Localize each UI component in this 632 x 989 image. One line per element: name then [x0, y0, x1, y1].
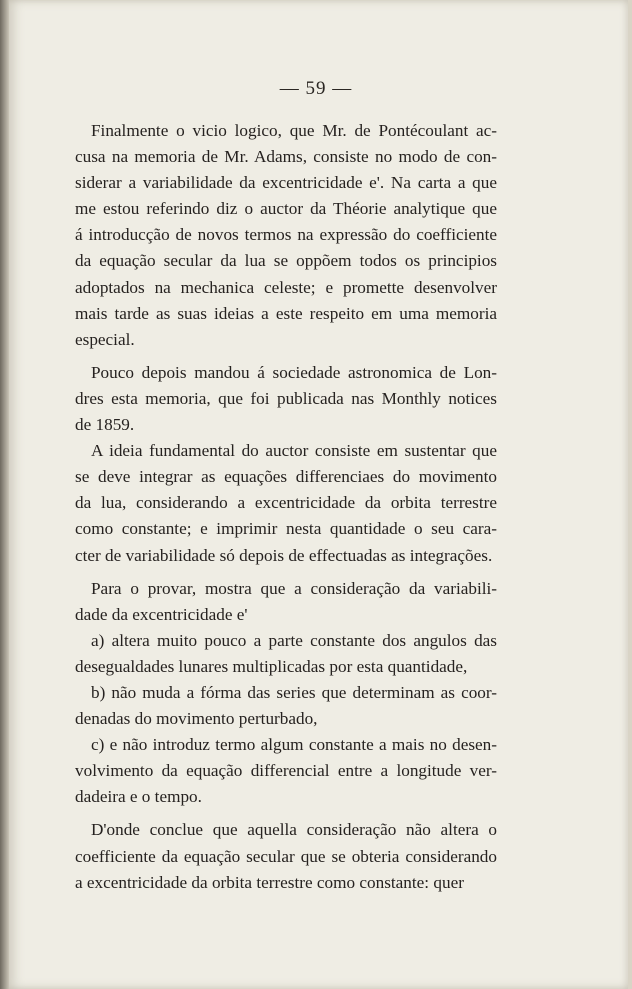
text-line: especial. — [75, 329, 135, 349]
text-line: me estou referindo diz o auctor da Théorie analytique que — [75, 199, 497, 219]
text-line: cusa na memoria de Mr. Adams, consiste no modo de con- — [75, 147, 497, 167]
text-line: se deve integrar as equações differenciaes do movimento — [75, 467, 497, 487]
paragraph-gap — [75, 810, 497, 817]
paragraph-gap — [75, 353, 497, 360]
text-line: dres esta memoria, que foi publicada nas Monthly notices — [75, 388, 497, 408]
text-line: dadeira e o tempo. — [75, 787, 202, 807]
text-line: volvimento da equação differencial entre a longitude ver- — [75, 761, 497, 781]
text-line: siderar a variabilidade da excentricidade e'. Na carta a que — [75, 173, 497, 193]
text-line: á introducção de novos termos na expressão do coefficiente — [75, 225, 497, 245]
text-line: mais tarde as suas ideias a este respeito em uma memoria — [75, 303, 497, 323]
text-line: b) não muda a fórma das series que determinam as coor- — [91, 682, 497, 702]
paragraph — [75, 732, 497, 810]
text-line: Finalmente o vicio logico, que Mr. de Pontécoulant ac- — [91, 121, 497, 140]
paragraph — [75, 817, 497, 895]
text-line: a excentricidade da orbita terrestre como constante: quer — [75, 872, 464, 892]
text-line: A ideia fundamental do auctor consiste em sustentar que — [91, 441, 497, 461]
paragraph — [75, 360, 497, 438]
paragraph-gap — [75, 569, 497, 576]
paragraph — [75, 118, 497, 353]
text-line: adoptados na mechanica celeste; e promette desenvolver — [75, 277, 497, 297]
text-line: denadas do movimento perturbado, — [75, 709, 318, 729]
paragraph — [75, 438, 497, 568]
paragraph — [75, 576, 497, 628]
page-gutter-shadow — [0, 0, 9, 989]
text-line: Para o provar, mostra que a consideração da variabili- — [91, 578, 497, 598]
page-number: — 59 — — [279, 78, 353, 99]
text-line: c) e não introduz termo algum constante a mais no desen- — [91, 735, 497, 755]
text-line: a) altera muito pouco a parte constante dos angulos das — [91, 630, 497, 650]
text-line: dade da excentricidade e' — [75, 604, 248, 624]
text-line: da lua, considerando a excentricidade da orbita terrestre — [75, 493, 497, 513]
paragraph — [75, 680, 497, 732]
text-line: cter de variabilidade só depois de effectuadas as integrações. — [75, 545, 493, 565]
text-line: desegualdades lunares multiplicadas por esta quantidade, — [75, 656, 468, 676]
paragraph — [75, 628, 497, 680]
body-text — [75, 118, 497, 896]
text-line: D'onde conclue que aquella consideração não altera o — [91, 820, 497, 840]
text-line: Pouco depois mandou á sociedade astronomica de Lon- — [91, 362, 497, 382]
text-line: coefficiente da equação secular que se obteria considerando — [75, 846, 497, 866]
text-line: da equação secular da lua se oppõem todos os principios — [75, 251, 497, 271]
text-line: como constante; e imprimir nesta quantidade o seu cara- — [75, 519, 497, 539]
text-line: de 1859. — [75, 415, 135, 435]
